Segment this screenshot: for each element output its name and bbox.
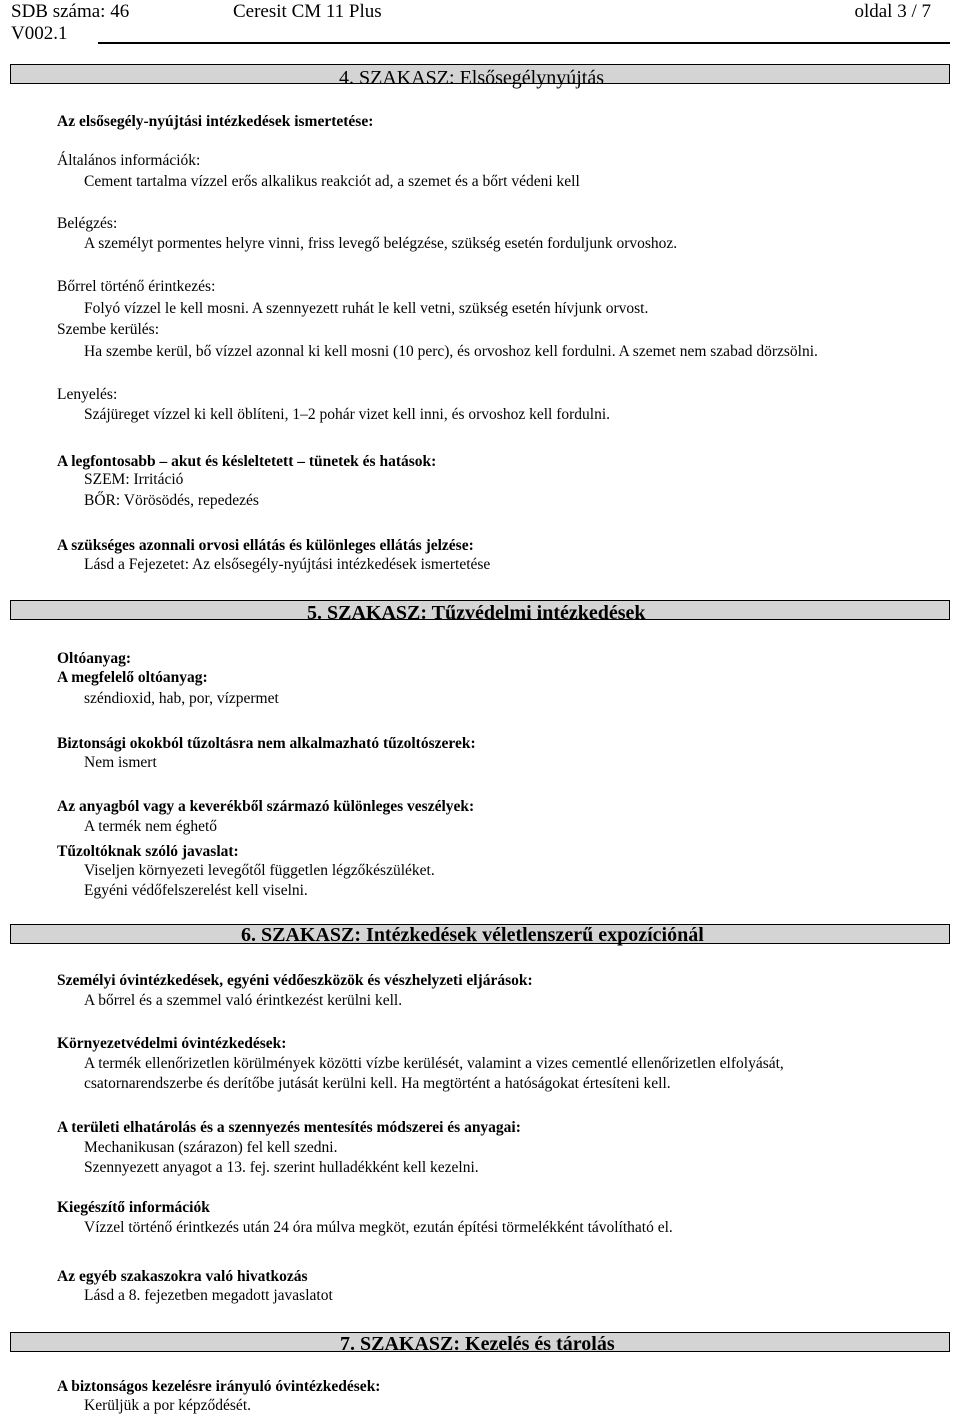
suitable-media-heading: A megfelelő oltóanyag: [57,669,208,686]
product-name: Ceresit CM 11 Plus [233,1,382,22]
symptom-skin: BŐR: Vörösödés, repedezés [84,492,259,509]
ingestion-label: Lenyelés: [57,386,118,403]
additional-info-heading: Kiegészítő információk [57,1199,210,1216]
firefighter-advice-line2: Egyéni védőfelszerelést kell viselni. [84,882,308,899]
reference-text: Lásd a 8. fejezetben megadott javaslatot [84,1287,333,1304]
unsuitable-media-text: Nem ismert [84,754,157,771]
inhalation-text: A személyt pormentes helyre vinni, friss levegő belégzése, szükség esetén forduljunk orvoshoz. [84,235,678,252]
special-hazards-text: A termék nem éghető [84,818,217,835]
eye-contact-text: Ha szembe kerül, bő vízzel azonnal ki kell mosni (10 perc), és orvoshoz kell fordulni. A szemet nem szabad dörzsölni. [84,343,818,360]
additional-info-text: Vízzel történő érintkezés után 24 óra múlva megköt, ezután építési törmelékként távolítható el. [84,1219,673,1236]
section-7-title: 7. SZAKASZ: Kezelés és tárolás [340,1333,615,1355]
skin-contact-text: Folyó vízzel le kell mosni. A szennyezett ruhát le kell vetni, szükség esetén hívjunk orvost. [84,300,649,317]
firefighter-advice-heading: Tűzoltóknak szóló javaslat: [57,843,239,860]
environmental-precautions-line1: A termék ellenőrizetlen körülmények közötti vízbe kerülését, valamint a vizes cementlé ellenőrizetlen elfolyását, [84,1055,784,1072]
section-5-title: 5. SZAKASZ: Tűzvédelmi intézkedések [307,602,646,624]
eye-contact-label: Szembe kerülés: [57,321,160,338]
version-number: V002.1 [11,23,68,44]
general-info-label: Általános információk: [57,152,201,169]
inhalation-label: Belégzés: [57,215,118,232]
extinguishing-media-heading: Oltóanyag: [57,650,132,667]
firefighter-advice-line1: Viseljen környezeti levegőtől független légzőkészüléket. [84,862,435,879]
suitable-media-text: széndioxid, hab, por, vízpermet [84,690,279,707]
environmental-precautions-heading: Környezetvédelmi óvintézkedések: [57,1035,287,1052]
skin-contact-label: Bőrrel történő érintkezés: [57,278,216,295]
sdb-number: SDB száma: 46 [11,1,130,22]
medical-attention-text: Lásd a Fejezetet: Az elsősegély-nyújtási intézkedések ismertetése [84,556,491,573]
reference-heading: Az egyéb szakaszokra való hivatkozás [57,1268,308,1285]
personal-precautions-text: A bőrrel és a szemmel való érintkezést kerülni kell. [84,992,403,1009]
general-info-text: Cement tartalma vízzel erős alkalikus reakciót ad, a szemet és a bőrt védeni kell [84,173,580,190]
section-6-title: 6. SZAKASZ: Intézkedések véletlenszerű expozíciónál [241,924,704,946]
safe-handling-text: Kerüljük a por képződését. [84,1397,251,1414]
unsuitable-media-heading: Biztonsági okokból tűzoltásra nem alkalmazható tűzoltószerek: [57,735,476,752]
environmental-precautions-line2: csatornarendszerbe és derítőbe jutását kerülni kell. Ha megtörtént a hatóságokat értesíteni kell. [84,1075,671,1092]
symptoms-heading: A legfontosabb – akut és késleltetett – tünetek és hatások: [57,453,437,470]
medical-attention-heading: A szükséges azonnali orvosi ellátás és különleges ellátás jelzése: [57,537,474,554]
symptom-eye: SZEM: Irritáció [84,471,184,488]
header-rule [98,42,950,44]
page-number: oldal 3 / 7 [854,1,931,22]
containment-heading: A területi elhatárolás és a szennyezés mentesítés módszerei és anyagai: [57,1119,521,1136]
personal-precautions-heading: Személyi óvintézkedések, egyéni védőeszközök és vészhelyzeti eljárások: [57,972,533,989]
ingestion-text: Szájüreget vízzel ki kell öblíteni, 1–2 pohár vizet kell inni, és orvoshoz kell fordulni. [84,406,611,423]
first-aid-heading: Az elsősegély-nyújtási intézkedések ismertetése: [57,113,374,130]
section-4-title: 4. SZAKASZ: Elsősegélynyújtás [339,67,604,89]
containment-line2: Szennyezett anyagot a 13. fej. szerint hulladékként kell kezelni. [84,1159,479,1176]
special-hazards-heading: Az anyagból vagy a keverékből származó különleges veszélyek: [57,798,475,815]
containment-line1: Mechanikusan (szárazon) fel kell szedni. [84,1139,338,1156]
safe-handling-heading: A biztonságos kezelésre irányuló óvintézkedések: [57,1378,381,1395]
